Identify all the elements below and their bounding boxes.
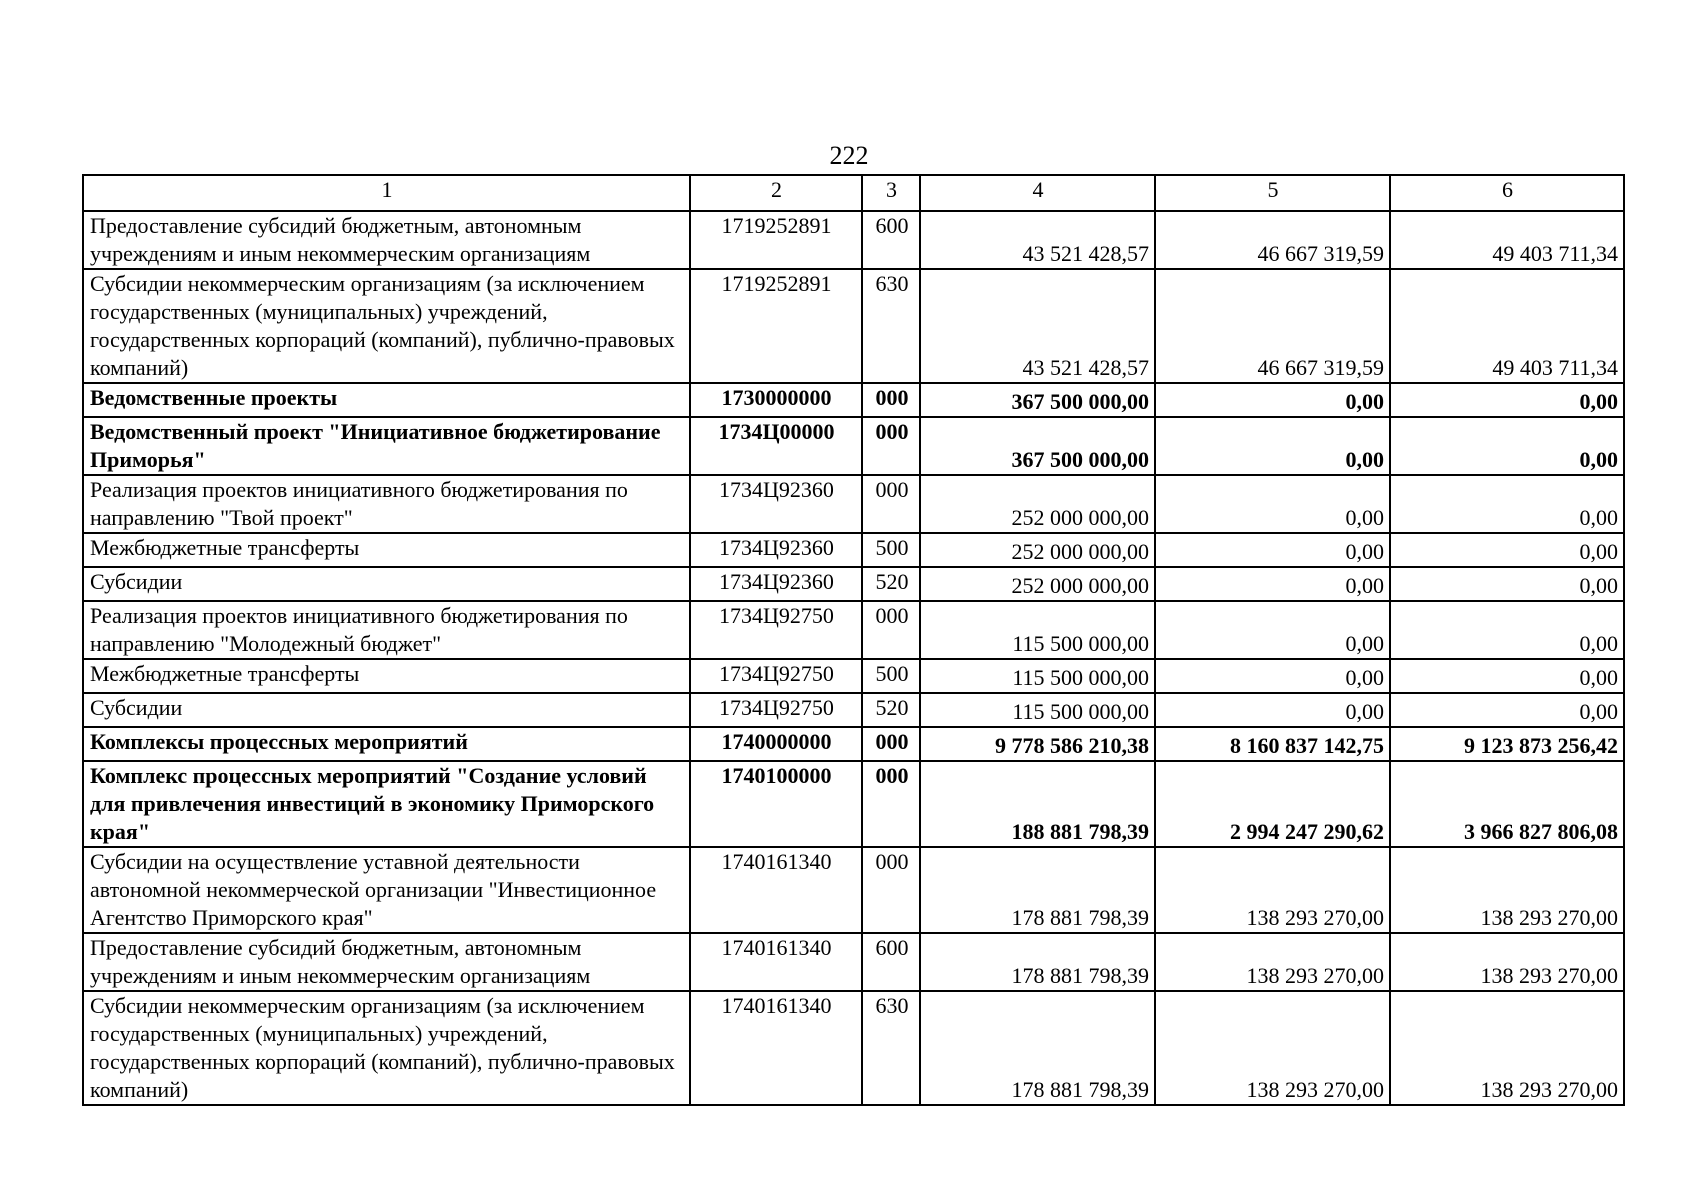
target-article-code: 1740161340 — [690, 933, 862, 991]
expense-type-code: 500 — [862, 659, 920, 693]
table-row — [83, 475, 1624, 533]
amount-column-5: 46 667 319,59 — [1155, 211, 1390, 269]
target-article-code: 1734Ц92750 — [690, 693, 862, 727]
amount-column-5: 0,00 — [1155, 383, 1390, 417]
target-article-code: 1730000000 — [690, 383, 862, 417]
expense-type-code: 000 — [862, 601, 920, 659]
budget-table — [82, 174, 1625, 1106]
column-header: 5 — [1155, 175, 1390, 211]
budget-item-name: Предоставление субсидий бюджетным, автономным учреждениям и иным некоммерческим организациям — [83, 211, 690, 269]
target-article-code: 1734Ц92750 — [690, 601, 862, 659]
amount-column-6: 0,00 — [1390, 383, 1624, 417]
amount-column-6: 138 293 270,00 — [1390, 933, 1624, 991]
amount-column-4: 43 521 428,57 — [920, 269, 1155, 383]
amount-column-4: 367 500 000,00 — [920, 417, 1155, 475]
column-header: 4 — [920, 175, 1155, 211]
amount-column-6: 0,00 — [1390, 417, 1624, 475]
table-row — [83, 567, 1624, 601]
amount-column-6: 0,00 — [1390, 475, 1624, 533]
amount-column-4: 252 000 000,00 — [920, 475, 1155, 533]
amount-column-5: 0,00 — [1155, 693, 1390, 727]
amount-column-6: 0,00 — [1390, 659, 1624, 693]
table-row — [83, 693, 1624, 727]
amount-column-4: 188 881 798,39 — [920, 761, 1155, 847]
target-article-code: 1740161340 — [690, 847, 862, 933]
table-row — [83, 761, 1624, 847]
table-row — [83, 847, 1624, 933]
budget-item-name: Ведомственные проекты — [83, 383, 690, 417]
amount-column-5: 0,00 — [1155, 475, 1390, 533]
target-article-code: 1734Ц92360 — [690, 533, 862, 567]
amount-column-6: 0,00 — [1390, 693, 1624, 727]
target-article-code: 1719252891 — [690, 269, 862, 383]
amount-column-4: 367 500 000,00 — [920, 383, 1155, 417]
table-row — [83, 211, 1624, 269]
amount-column-4: 115 500 000,00 — [920, 693, 1155, 727]
expense-type-code: 000 — [862, 383, 920, 417]
target-article-code: 1719252891 — [690, 211, 862, 269]
table-row — [83, 659, 1624, 693]
amount-column-4: 178 881 798,39 — [920, 847, 1155, 933]
expense-type-code: 600 — [862, 933, 920, 991]
budget-item-name: Субсидии на осуществление уставной деятельности автономной некоммерческой организации "Инвестиционное Агентство Приморского края" — [83, 847, 690, 933]
expense-type-code: 520 — [862, 693, 920, 727]
amount-column-5: 138 293 270,00 — [1155, 991, 1390, 1105]
amount-column-4: 178 881 798,39 — [920, 933, 1155, 991]
page-number: 222 — [829, 141, 869, 170]
target-article-code: 1734Ц92360 — [690, 475, 862, 533]
budget-item-name: Предоставление субсидий бюджетным, автономным учреждениям и иным некоммерческим организациям — [83, 933, 690, 991]
target-article-code: 1740161340 — [690, 991, 862, 1105]
amount-column-5: 0,00 — [1155, 533, 1390, 567]
amount-column-6: 49 403 711,34 — [1390, 211, 1624, 269]
budget-item-name: Комплексы процессных мероприятий — [83, 727, 690, 761]
expense-type-code: 600 — [862, 211, 920, 269]
amount-column-5: 0,00 — [1155, 417, 1390, 475]
budget-item-name: Реализация проектов инициативного бюджетирования по направлению "Твой проект" — [83, 475, 690, 533]
table-row — [83, 533, 1624, 567]
table-row — [83, 417, 1624, 475]
target-article-code: 1734Ц92750 — [690, 659, 862, 693]
amount-column-4: 115 500 000,00 — [920, 659, 1155, 693]
amount-column-6: 3 966 827 806,08 — [1390, 761, 1624, 847]
target-article-code: 1740000000 — [690, 727, 862, 761]
amount-column-6: 0,00 — [1390, 601, 1624, 659]
expense-type-code: 520 — [862, 567, 920, 601]
column-header: 2 — [690, 175, 862, 211]
table-row — [83, 269, 1624, 383]
amount-column-6: 0,00 — [1390, 533, 1624, 567]
expense-type-code: 000 — [862, 847, 920, 933]
expense-type-code: 500 — [862, 533, 920, 567]
amount-column-6: 138 293 270,00 — [1390, 847, 1624, 933]
target-article-code: 1734Ц00000 — [690, 417, 862, 475]
budget-item-name: Межбюджетные трансферты — [83, 533, 690, 567]
budget-item-name: Субсидии — [83, 567, 690, 601]
amount-column-4: 252 000 000,00 — [920, 533, 1155, 567]
budget-item-name: Ведомственный проект "Инициативное бюджетирование Приморья" — [83, 417, 690, 475]
column-header: 1 — [83, 175, 690, 211]
amount-column-5: 138 293 270,00 — [1155, 847, 1390, 933]
budget-item-name: Субсидии некоммерческим организациям (за исключением государственных (муниципальных) учреждений, государственных корпораций (компаний), публично-правовых компаний) — [83, 991, 690, 1105]
target-article-code: 1734Ц92360 — [690, 567, 862, 601]
amount-column-5: 2 994 247 290,62 — [1155, 761, 1390, 847]
expense-type-code: 000 — [862, 475, 920, 533]
amount-column-4: 252 000 000,00 — [920, 567, 1155, 601]
amount-column-4: 43 521 428,57 — [920, 211, 1155, 269]
target-article-code: 1740100000 — [690, 761, 862, 847]
amount-column-5: 138 293 270,00 — [1155, 933, 1390, 991]
table-row — [83, 991, 1624, 1105]
amount-column-6: 138 293 270,00 — [1390, 991, 1624, 1105]
amount-column-5: 46 667 319,59 — [1155, 269, 1390, 383]
budget-item-name: Субсидии — [83, 693, 690, 727]
amount-column-5: 0,00 — [1155, 567, 1390, 601]
amount-column-4: 178 881 798,39 — [920, 991, 1155, 1105]
amount-column-4: 115 500 000,00 — [920, 601, 1155, 659]
amount-column-5: 8 160 837 142,75 — [1155, 727, 1390, 761]
amount-column-6: 49 403 711,34 — [1390, 269, 1624, 383]
table-row — [83, 601, 1624, 659]
budget-item-name: Межбюджетные трансферты — [83, 659, 690, 693]
expense-type-code: 000 — [862, 417, 920, 475]
table-row — [83, 727, 1624, 761]
expense-type-code: 000 — [862, 727, 920, 761]
column-header: 3 — [862, 175, 920, 211]
budget-item-name: Субсидии некоммерческим организациям (за исключением государственных (муниципальных) учреждений, государственных корпораций (компаний), публично-правовых компаний) — [83, 269, 690, 383]
budget-item-name: Комплекс процессных мероприятий "Создание условий для привлечения инвестиций в экономику Приморского края" — [83, 761, 690, 847]
expense-type-code: 000 — [862, 761, 920, 847]
column-number-header-row — [83, 175, 1624, 211]
amount-column-4: 9 778 586 210,38 — [920, 727, 1155, 761]
column-header: 6 — [1390, 175, 1624, 211]
amount-column-6: 0,00 — [1390, 567, 1624, 601]
expense-type-code: 630 — [862, 991, 920, 1105]
amount-column-6: 9 123 873 256,42 — [1390, 727, 1624, 761]
amount-column-5: 0,00 — [1155, 659, 1390, 693]
expense-type-code: 630 — [862, 269, 920, 383]
table-row — [83, 933, 1624, 991]
table-row — [83, 383, 1624, 417]
amount-column-5: 0,00 — [1155, 601, 1390, 659]
budget-item-name: Реализация проектов инициативного бюджетирования по направлению "Молодежный бюджет" — [83, 601, 690, 659]
